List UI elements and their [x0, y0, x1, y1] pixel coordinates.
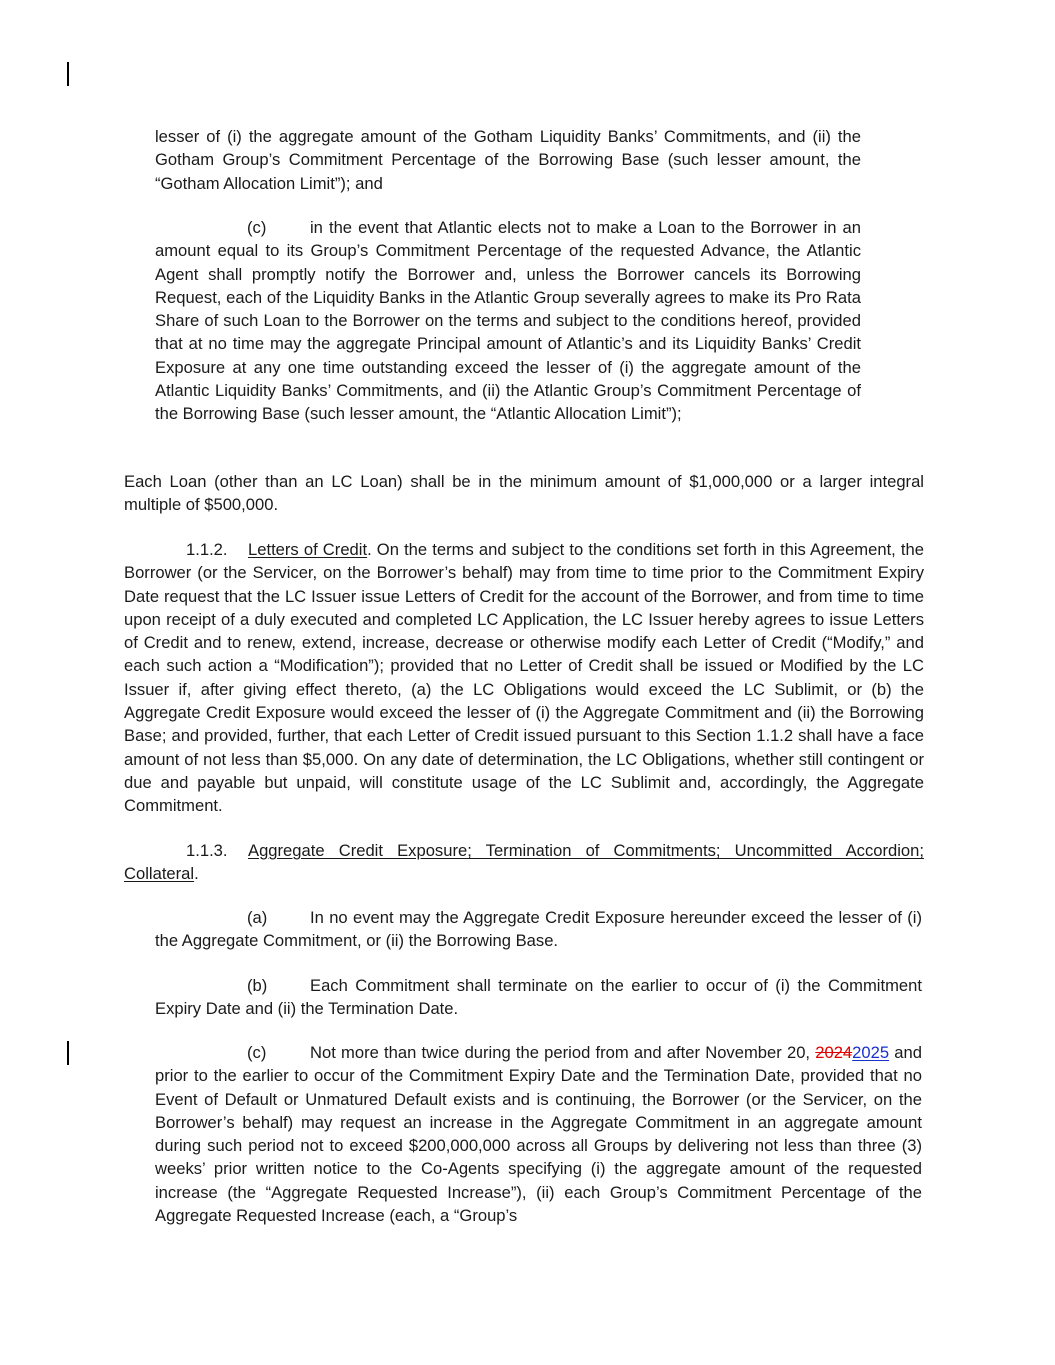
item-text: In no event may the Aggregate Credit Exposure hereunder exceed the lesser of (i) the Aggregate Commitment, or (ii) the Borrowing Base.: [155, 908, 922, 951]
section-number: 1.1.3.: [186, 841, 228, 860]
item-text: Each Commitment shall terminate on the earlier to occur of (i) the Commitment Expiry Date and (ii) the Termination Date.: [155, 976, 922, 1019]
item-label: (b): [247, 976, 268, 995]
paragraph-atlantic-c: [155, 216, 861, 426]
item-c: [155, 1041, 922, 1227]
inserted-year: 2025: [852, 1043, 890, 1062]
item-b: [155, 974, 922, 1021]
change-bar-revision: [67, 1041, 69, 1065]
section-heading: Letters of Credit: [248, 540, 368, 559]
item-label: (a): [247, 908, 268, 927]
item-text-after: and prior to the earlier to occur of the Commitment Expiry Date and the Termination Date, provided that no Event of Default or Unmatured Default exists and is continuing, the Borrower (or the Servicer, on the Borrower’s behalf) may request an increase in the Aggregate Commitment in an aggregate amount during such period not to exceed $200,000,000 across all Groups by delivering not less than three (3) weeks’ prior written notice to the Co-Agents specifying (i) the aggregate amount of the requested increase (the “Aggregate Requested Increase”), (ii) each Group’s Commitment Percentage of the Aggregate Requested Increase (each, a “Group’s: [155, 1043, 922, 1226]
paragraph-gotham-allocation: [155, 125, 861, 195]
paragraph-text: in the event that Atlantic elects not to make a Loan to the Borrower in an amount equal to its Group’s Commitment Percentage of the requested Advance, the Atlantic Agent shall promptly notify the Borrower and, unless the Borrower cancels its Borrowing Request, each of the Liquidity Banks in the Atlantic Group severally agrees to make its Pro Rata Share of such Loan to the Borrower on the terms and subject to the conditions hereof, provided that at no time may the aggregate Principal amount of Atlantic’s and its Liquidity Banks’ Credit Exposure at any one time outstanding exceed the lesser of (i) the aggregate amount of the Atlantic Liquidity Banks’ Commitments, and (ii) the Atlantic Group’s Commitment Percentage of the Borrowing Base (such lesser amount, the “Atlantic Allocation Limit”);: [155, 218, 861, 424]
section-text: . On the terms and subject to the conditions set forth in this Agreement, the Borrower (or the Servicer, on the Borrower’s behalf) may from time to time prior to the Commitment Expiry Date request that the LC Issuer issue Letters of Credit for the account of the Borrower, and from time to time upon receipt of a duly executed and completed LC Application, the LC Issuer hereby agrees to issue Letters of Credit and to renew, extend, increase, decrease or otherwise modify each Letter of Credit (“Modify,” and each such action a “Modification”); provided that no Letter of Credit shall be issued or Modified by the LC Issuer if, after giving effect thereto, (a) the LC Obligations would exceed the LC Sublimit, or (b) the Aggregate Credit Exposure would exceed the lesser of (i) the Aggregate Commitment and (ii) the Borrowing Base; and provided, further, that each Letter of Credit issued pursuant to this Section 1.1.2 shall have a face amount of not less than $5,000. On any date of determination, the LC Obligations, whether still contingent or due and payable but unpaid, will constitute usage of the LC Sublimit and, accordingly, the Aggregate Commitment.: [124, 540, 924, 816]
item-a: [155, 906, 922, 953]
section-heading: Aggregate Credit Exposure; Termination of Commitments; Uncommitted Accordion; Collateral: [124, 841, 924, 884]
section-1-1-2: [124, 538, 924, 818]
paragraph-each-loan: [124, 470, 924, 517]
section-heading-period: .: [194, 864, 199, 884]
change-bar-top: [67, 62, 69, 86]
section-number: 1.1.2.: [186, 540, 228, 559]
item-label: (c): [247, 1043, 267, 1062]
section-1-1-3: [124, 839, 924, 886]
paragraph-text: Each Loan (other than an LC Loan) shall be in the minimum amount of $1,000,000 or a larger integral multiple of $500,000.: [124, 472, 924, 515]
item-label: (c): [247, 218, 267, 237]
deleted-year: 2024: [815, 1043, 853, 1062]
paragraph-text: lesser of (i) the aggregate amount of the Gotham Liquidity Banks’ Commitments, and (ii) the Gotham Group’s Commitment Percentage of the Borrowing Base (such lesser amount, the “Gotham Allocation Limit”); and: [155, 127, 861, 193]
item-text-before: Not more than twice during the period from and after November 20,: [310, 1043, 816, 1062]
